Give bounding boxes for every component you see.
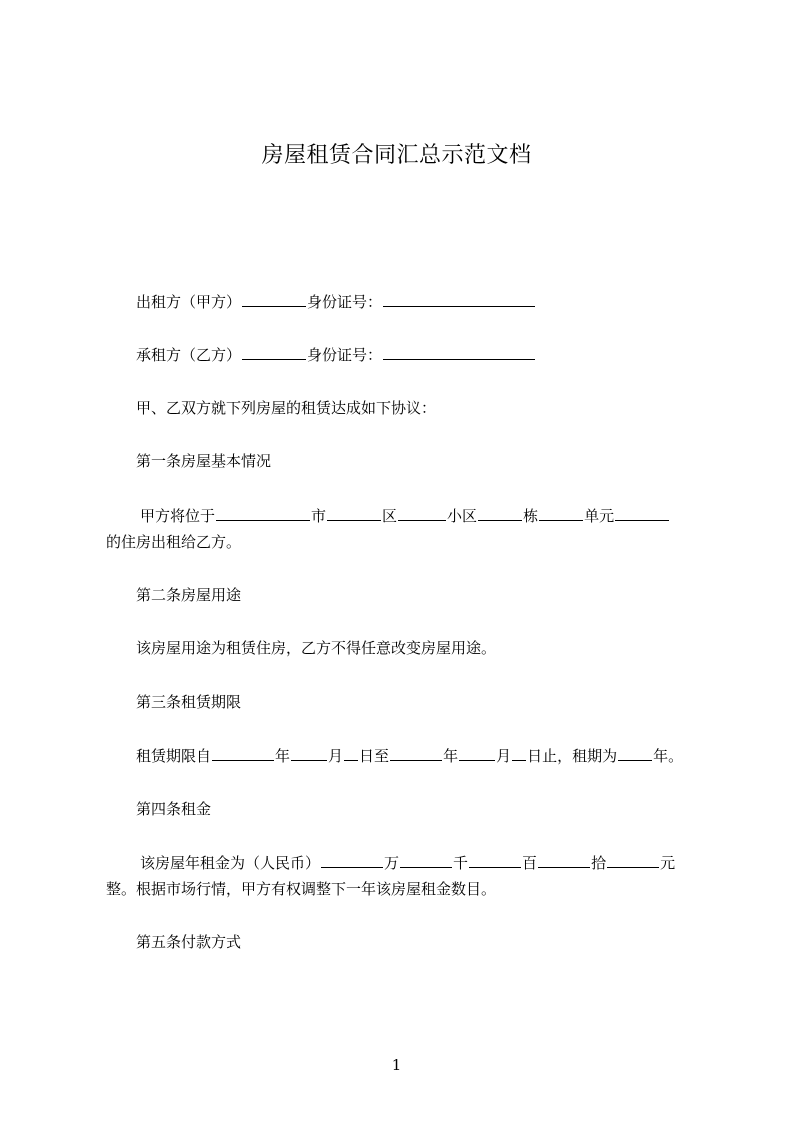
- end-day-blank: [512, 746, 526, 761]
- end-month-blank: [459, 746, 495, 761]
- lessor-line: [136, 292, 536, 311]
- article-2-text: 该房屋用途为租赁住房，乙方不得任意改变房屋用途。: [136, 639, 497, 657]
- page-number: 1: [391, 1056, 402, 1074]
- article-1-text-end: 的住房出租给乙方。: [106, 533, 242, 551]
- city-blank: [327, 506, 381, 521]
- lessee-name-blank: [242, 345, 306, 360]
- article-4-text: 该房屋年租金为（人民币） 万 千 百 拾 元: [140, 854, 676, 872]
- lessor-id-blank: [383, 292, 535, 307]
- community-blank: [478, 506, 522, 521]
- district-blank: [398, 506, 446, 521]
- rent-wan-blank: [321, 853, 383, 868]
- end-year-blank: [390, 746, 442, 761]
- article-1-text: 甲方将位于 市 区 小区 栋 单元: [140, 506, 670, 525]
- document-title: 房屋租赁合同汇总示范文档: [261, 143, 532, 168]
- unit-blank: [615, 506, 669, 521]
- lessee-line: [136, 345, 536, 364]
- lessee-id-blank: [383, 345, 535, 360]
- start-year-blank: [212, 746, 274, 761]
- rent-shi-blank: [538, 853, 590, 868]
- term-years-blank: [618, 746, 652, 761]
- lessee-id-label: 身份证号：: [307, 346, 383, 364]
- start-day-blank: [344, 746, 358, 761]
- article-1-heading: 第一条房屋基本情况: [136, 452, 272, 470]
- lessor-name-blank: [242, 292, 306, 307]
- article-5-heading: 第五条付款方式: [136, 933, 242, 951]
- address-blank: [216, 506, 310, 521]
- lessee-label: 承租方（乙方）: [136, 346, 242, 364]
- lessor-id-label: 身份证号：: [307, 293, 383, 311]
- rent-bai-blank: [469, 853, 521, 868]
- building-blank: [539, 506, 583, 521]
- article-4-heading: 第四条租金: [136, 800, 212, 818]
- rent-qian-blank: [400, 853, 452, 868]
- start-month-blank: [291, 746, 327, 761]
- article-3-text: 租赁期限自 年 月 日至 年 月 日止，租期为 年。: [136, 747, 684, 765]
- article-2-heading: 第二条房屋用途: [136, 586, 242, 604]
- lessor-label: 出租方（甲方）: [136, 293, 242, 311]
- article-4-text-end: 整。根据市场行情，甲方有权调整下一年该房屋租金数目。: [106, 880, 497, 898]
- rent-yuan-blank: [607, 853, 659, 868]
- article-3-heading: 第三条租赁期限: [136, 693, 242, 711]
- agreement-intro: 甲、乙双方就下列房屋的租赁达成如下协议：: [136, 399, 437, 417]
